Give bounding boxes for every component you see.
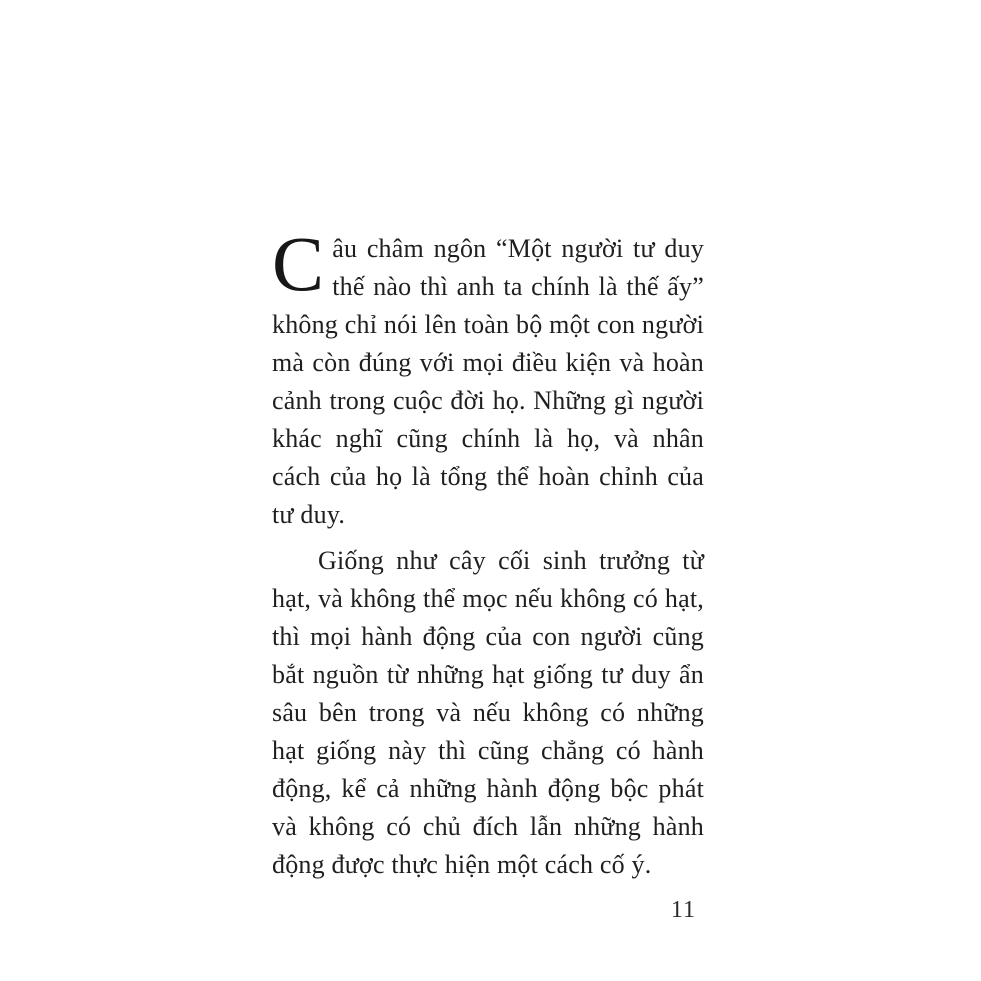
paragraph-opening-text: âu châm ngôn “Một người tư duy thế nào thì anh ta chính là thế ấy” không chỉ nói lên toàn bộ một con người mà còn đúng với mọi điều kiện và hoàn cảnh trong cuộc đời họ. Những gì người khác nghĩ cũng chính là họ, và nhân cách của họ là tổng thể hoàn chỉnh của tư duy. — [272, 234, 704, 529]
paragraph-second: Giống như cây cối sinh trưởng từ hạt, và không thể mọc nếu không có hạt, thì mọi hành động của con người cũng bắt nguồn từ những hạt giống tư duy ẩn sâu bên trong và nếu không có những hạt giống này thì cũng chẳng có hành động, kể cả những hành động bộc phát và không có chủ đích lẫn những hành động được thực hiện một cách cố ý. — [272, 546, 704, 879]
text-block — [272, 220, 704, 884]
drop-cap: C — [272, 220, 325, 307]
paragraph-opening — [272, 220, 704, 534]
page-number: 11 — [670, 897, 696, 923]
